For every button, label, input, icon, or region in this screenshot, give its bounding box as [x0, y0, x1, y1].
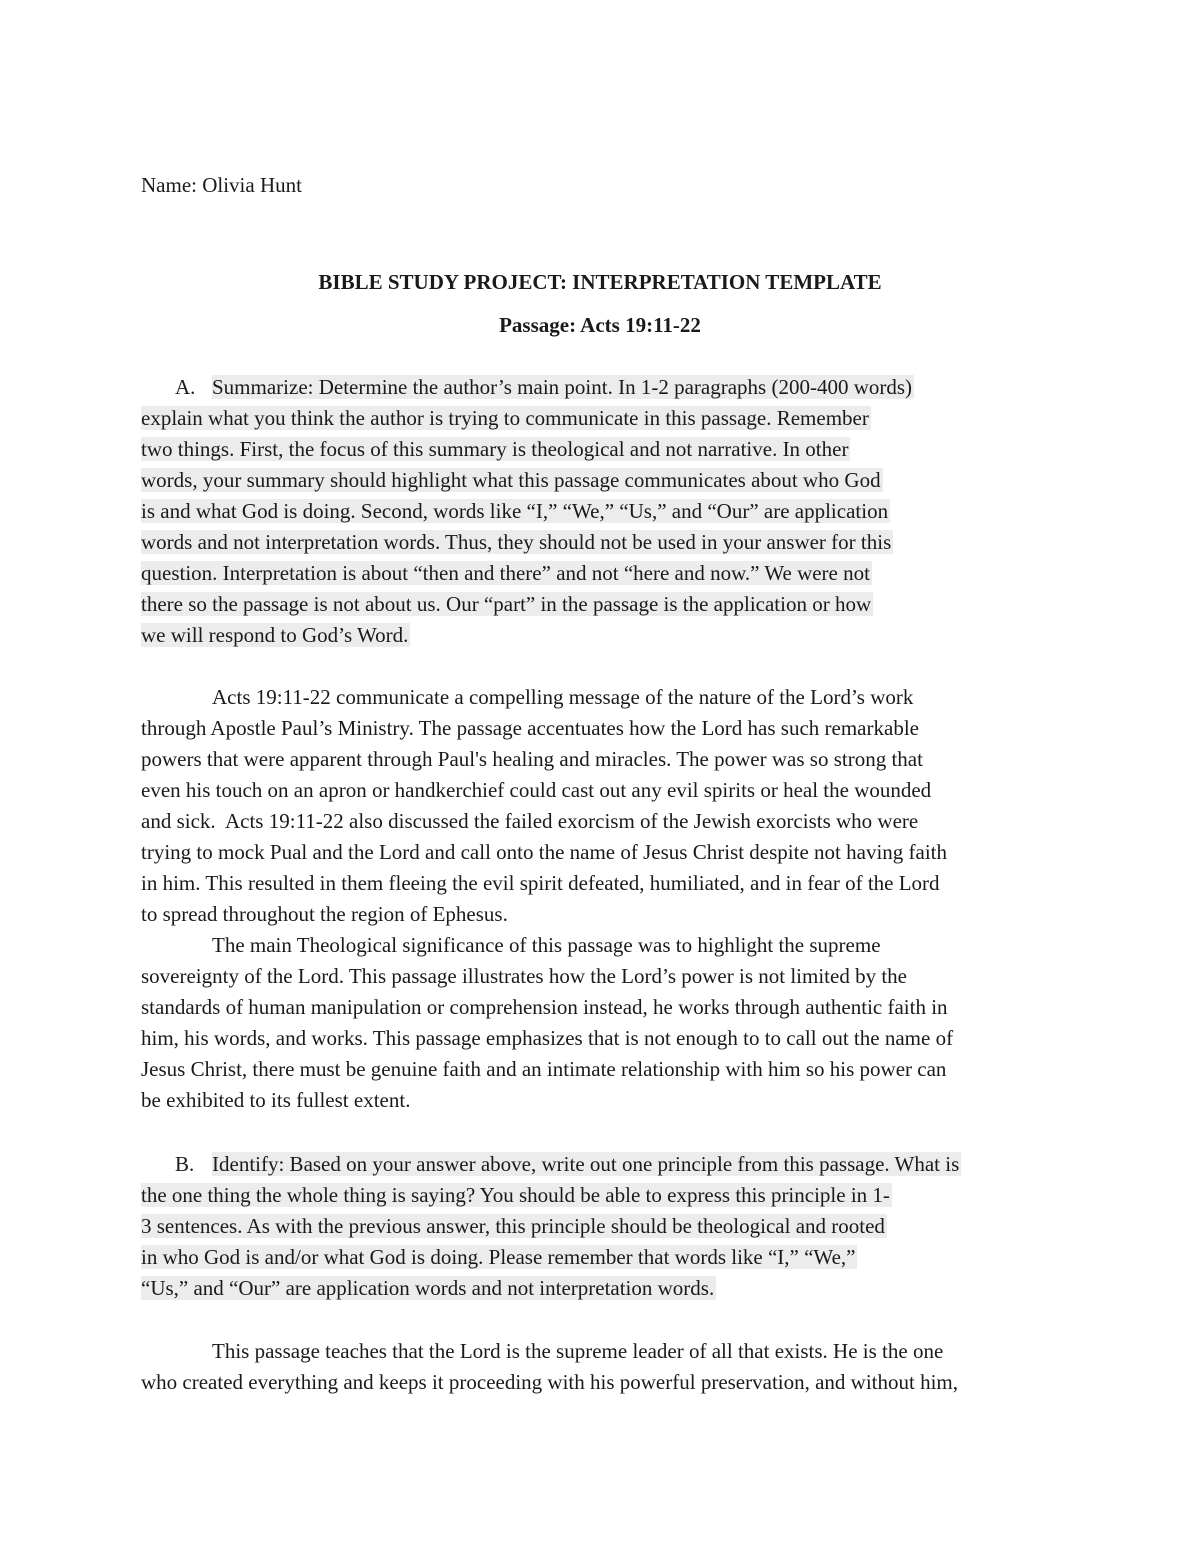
- section-a-prompt-line: there so the passage is not about us. Our “part” in the passage is the application or how: [141, 592, 872, 616]
- section-a-answer-line: Jesus Christ, there must be genuine faith and an intimate relationship with him so his power can: [141, 1057, 947, 1081]
- section-a-answer-line: and sick. Acts 19:11-22 also discussed the failed exorcism of the Jewish exorcists who were: [141, 809, 919, 833]
- section-a-prompt-line: two things. First, the focus of this summary is theological and not narrative. In other: [141, 437, 849, 461]
- section-b-answer-line: This passage teaches that the Lord is the supreme leader of all that exists. He is the one: [212, 1339, 944, 1363]
- section-a-prompt-line: Summarize: Determine the author’s main point. In 1-2 paragraphs (200-400 words): [212, 375, 913, 399]
- section-a-prompt-line: question. Interpretation is about “then and there” and not “here and now.” We were not: [141, 561, 870, 585]
- section-a-answer-line: to spread throughout the region of Ephesus.: [141, 902, 508, 926]
- section-a-prompt-line: words and not interpretation words. Thus, they should not be used in your answer for this: [141, 530, 892, 554]
- section-a-answer-line: trying to mock Pual and the Lord and call onto the name of Jesus Christ despite not having faith: [141, 840, 948, 864]
- section-a-prompt-line: is and what God is doing. Second, words like “I,” “We,” “Us,” and “Our” are application: [141, 499, 889, 523]
- section-b-prompt-line: Identify: Based on your answer above, write out one principle from this passage. What is: [212, 1152, 960, 1176]
- section-a-answer-line: Acts 19:11-22 communicate a compelling message of the nature of the Lord’s work: [212, 685, 914, 709]
- section-a-marker: A.: [175, 375, 196, 399]
- section-a-prompt-line: words, your summary should highlight what this passage communicates about who God: [141, 468, 881, 492]
- section-a-answer-line: in him. This resulted in them fleeing the evil spirit defeated, humiliated, and in fear of the Lord: [141, 871, 940, 895]
- document-title: BIBLE STUDY PROJECT: INTERPRETATION TEMPLATE: [318, 270, 882, 294]
- section-a-answer-line: sovereignty of the Lord. This passage illustrates how the Lord’s power is not limited by the: [141, 964, 907, 988]
- section-b-prompt-line: the one thing the whole thing is saying? You should be able to express this principle in 1-: [141, 1183, 890, 1207]
- section-b-prompt-line: in who God is and/or what God is doing. Please remember that words like “I,” “We,”: [141, 1245, 856, 1269]
- section-a-answer-line: through Apostle Paul’s Ministry. The passage accentuates how the Lord has such remarkable: [141, 716, 919, 740]
- section-a-answer-line: standards of human manipulation or comprehension instead, he works through authentic faith in: [141, 995, 948, 1019]
- section-a-answer-line: him, his words, and works. This passage emphasizes that is not enough to to call out the name of: [141, 1026, 954, 1050]
- section-a-answer-line: powers that were apparent through Paul's healing and miracles. The power was so strong that: [141, 747, 923, 771]
- section-b-marker: B.: [175, 1152, 195, 1176]
- section-a-answer-line: even his touch on an apron or handkerchief could cast out any evil spirits or heal the wounded: [141, 778, 932, 802]
- section-a-answer-line: The main Theological significance of this passage was to highlight the supreme: [212, 933, 881, 957]
- passage-reference: Passage: Acts 19:11-22: [499, 313, 701, 337]
- section-a-prompt-line: explain what you think the author is trying to communicate in this passage. Remember: [141, 406, 869, 430]
- section-a-answer-line: be exhibited to its fullest extent.: [141, 1088, 411, 1112]
- section-b-prompt-line: 3 sentences. As with the previous answer, this principle should be theological and rooted: [141, 1214, 885, 1238]
- section-a-prompt-line: we will respond to God’s Word.: [141, 623, 409, 647]
- section-b-answer-line: who created everything and keeps it proceeding with his powerful preservation, and without him,: [141, 1370, 959, 1394]
- section-b-prompt-line: “Us,” and “Our” are application words and not interpretation words.: [141, 1276, 715, 1300]
- name-line: Name: Olivia Hunt: [141, 173, 302, 197]
